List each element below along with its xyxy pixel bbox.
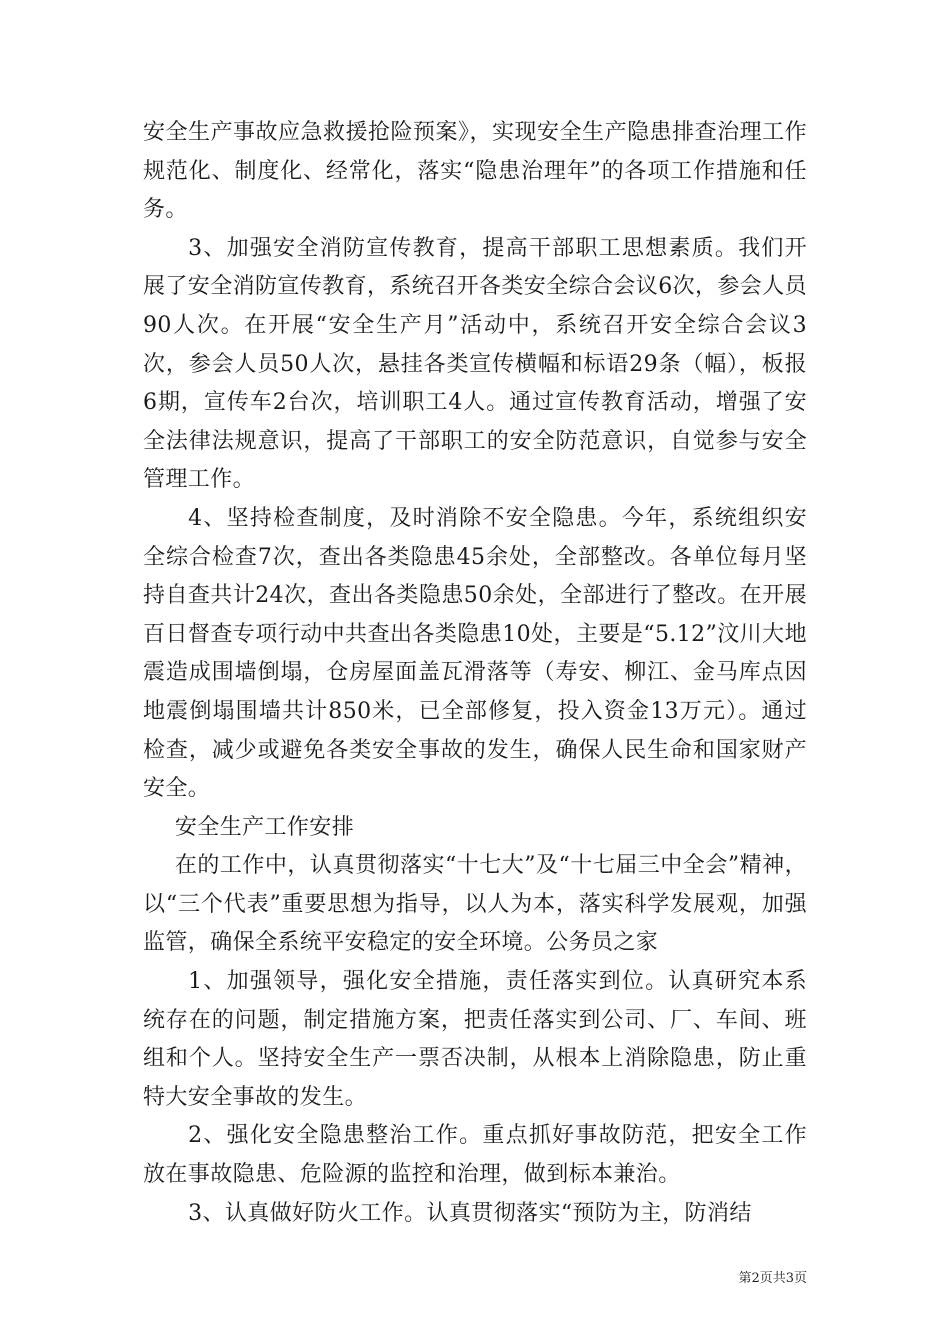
paragraph-4: 在的工作中，认真贯彻落实“十七大”及“十七届三中全会”精神，以“三个代表”重要思想为指导，以人为本，落实科学发展观，加强监管，确保全系统平安稳定的安全环境。公务员之家 [143, 853, 807, 956]
section-heading: 安全生产工作安排 [174, 814, 355, 840]
paragraph-6: 2、强化安全隐患整治工作。重点抓好事故防范，把安全工作放在事故隐患、危险源的监控和治理，做到标本兼治。 [143, 1123, 807, 1188]
paragraph-2: 3、加强安全消防宣传教育，提高干部职工思想素质。我们开展了安全消防宣传教育，系统召开各类安全综合会议6次，参会人员90人次。在开展“安全生产月”活动中，系统召开安全综合会议3次，参会人员50人次，悬挂各类宣传横幅和标语29条（幅），板报6期，宣传车2台次，培训职工4人。通过宣传教育活动，增强了安全法律法规意识，提高了干部职工的安全防范意识，自觉参与安全管理工作。 [143, 235, 807, 493]
paragraph-5: 1、加强领导，强化安全措施，责任落实到位。认真研究本系统存在的问题，制定措施方案，把责任落实到公司、厂、车间、班组和个人。坚持安全生产一票否决制，从根本上消除隐患，防止重特大安全事故的发生。 [143, 969, 807, 1110]
paragraph-3: 4、坚持检查制度，及时消除不安全隐患。今年，系统组织安全综合检查7次，查出各类隐患45余处，全部整改。各单位每月坚持自查共计24次，查出各类隐患50余处，全部进行了整改。在开展百日督查专项行动中共查出各类隐患10处，主要是“5.12”汶川大地震造成围墙倒塌，仓房屋面盖瓦滑落等（寿安、柳江、金马库点因地震倒塌围墙共计850米，已全部修复，投入资金13万元）。通过检查，减少或避免各类安全事故的发生，确保人民生命和国家财产安全。 [143, 505, 807, 802]
paragraph-7: 3、认真做好防火工作。认真贯彻落实“预防为主，防消结 [188, 1200, 752, 1226]
document-body [143, 114, 807, 1233]
paragraph-1: 安全生产事故应急救援抢险预案》，实现安全生产隐患排查治理工作规范化、制度化、经常化，落实“隐患治理年”的各项工作措施和任务。 [143, 120, 807, 223]
page-number-footer: 第2页共3页 [738, 1271, 807, 1286]
